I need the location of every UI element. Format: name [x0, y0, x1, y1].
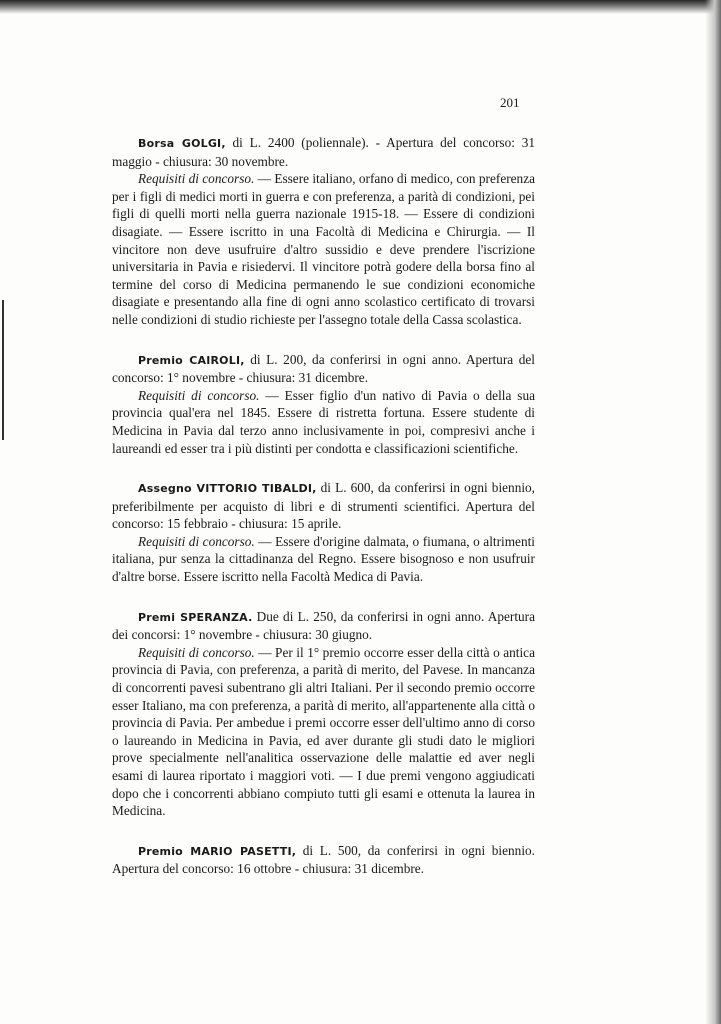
entry-premio-pasetti — [112, 842, 535, 878]
entry-header-text: di L. 200, da conferirsi in ogni anno. Apertura del concorso: 1° novembre - chiusura: 31 dicembre. — [112, 351, 535, 386]
requirements-text: — Per il 1° premio occorre esser della città o antica provincia di Pavia, con preferenza, a parità di merito, del Pavese. In mancanza di concorrenti pavesi subentrano gli altri Italiani. Per il secondo premio occorre esser Italiano, ma con preferenza, a parità di merito, all'appartenente alla città o provincia di Pavia. Per ambedue i premi occorre esser dell'ultimo anno di corso o laureando in Medicina in Pavia, ed aver durante gli studi dato le migliori prove specialmente nell'analitica osservazione delle malattie ed aver negli esami di laurea riportato i maggiori voti. — I due premi vengono aggiudicati dopo che i concorrenti abbiano compiuto tutti gli esami e ottenuta la laurea in Medicina. — [112, 644, 535, 819]
entry-header — [112, 842, 535, 878]
requirements-text: — Essere d'origine dalmata, o fiumana, o altrimenti italiana, pur senza la cittadinanza del Regno. Essere bisognoso e non usufruir d'altre borse. Essere iscritto nella Facoltà Medica di Pavia. — [112, 533, 535, 585]
entry-header — [112, 608, 535, 644]
entry-header-text: di L. 2400 (poliennale). - Apertura del concorso: 31 maggio - chiusura: 30 novembre. — [112, 135, 535, 169]
requirements-label: Requisiti di concorso. — [138, 644, 255, 660]
document-body — [112, 134, 535, 900]
entry-requirements — [112, 170, 535, 328]
entry-header — [112, 134, 535, 170]
entry-name: Premi SPERANZA. — [138, 610, 253, 624]
entry-name: Borsa GOLGI, — [138, 137, 226, 150]
requirements-label: Requisiti di concorso. — [138, 387, 260, 403]
requirements-label: Requisiti di concorso. — [138, 171, 255, 187]
page-right-edge — [705, 0, 721, 1024]
entry-name: Premio MARIO PASETTI, — [138, 844, 297, 858]
entry-header-text: di L. 500, da conferirsi in ogni biennio. Apertura del concorso: 16 ottobre - chiusura: 31 dicembre. — [112, 842, 535, 877]
margin-mark — [2, 300, 4, 440]
entry-premio-cairoli — [112, 351, 535, 458]
entry-name: Premio CAIROLI, — [138, 353, 245, 367]
entry-requirements — [112, 533, 535, 586]
page-top-edge — [0, 0, 721, 14]
entry-borsa-golgi — [112, 134, 535, 329]
page-number: 201 — [500, 95, 520, 110]
entry-premi-speranza — [112, 608, 535, 820]
requirements-text: — Essere italiano, orfano di medico, con preferenza per i figli di medici morti in guerra e con preferenza, a parità di condizioni, pei figli di quelli morti nella guerra nazionale 1915-18. — Essere di condizioni disagiate. — Essere iscritto in una Facoltà di Medicina e Chirurgia. — Il vincitore non deve usufruire d'altro sussidio e deve prendere l'iscrizione universitaria in Pavia e risiedervi. Il vincitore potrà godere della borsa fino al termine del corso di Medicina permanendo le sue condizioni economiche disagiate e presentando alla fine di ogni anno scolastico certificato di trovarsi nelle condizioni di studio richieste per l'assegno totale della Cassa scolastica. — [112, 171, 536, 327]
entry-header — [112, 351, 535, 387]
requirements-label: Requisiti di concorso. — [138, 533, 255, 549]
entry-header — [112, 479, 535, 533]
entry-header-text: Due di L. 250, da conferirsi in ogni anno. Apertura dei concorsi: 1° novembre - chiusura: 30 giugno. — [112, 608, 535, 643]
entry-requirements — [112, 387, 535, 457]
requirements-text: — Esser figlio d'un nativo di Pavia o della sua provincia qual'era nel 1845. Essere di ristretta fortuna. Essere studente di Medicina in Pavia dal terzo anno inclusivamente in poi, compresivi anche i laureandi ed esser tra i più distinti per condotta e classificazioni scientifiche. — [112, 387, 535, 456]
entry-name: Assegno VITTORIO TIBALDI, — [138, 482, 317, 496]
entry-requirements — [112, 644, 535, 820]
entry-assegno-tibaldi — [112, 479, 535, 586]
entry-header-text: di L. 600, da conferirsi in ogni biennio, preferibilmente per acquisto di libri e di strumenti scientifici. Apertura del concorso: 15 febbraio - chiusura: 15 aprile. — [112, 480, 536, 532]
